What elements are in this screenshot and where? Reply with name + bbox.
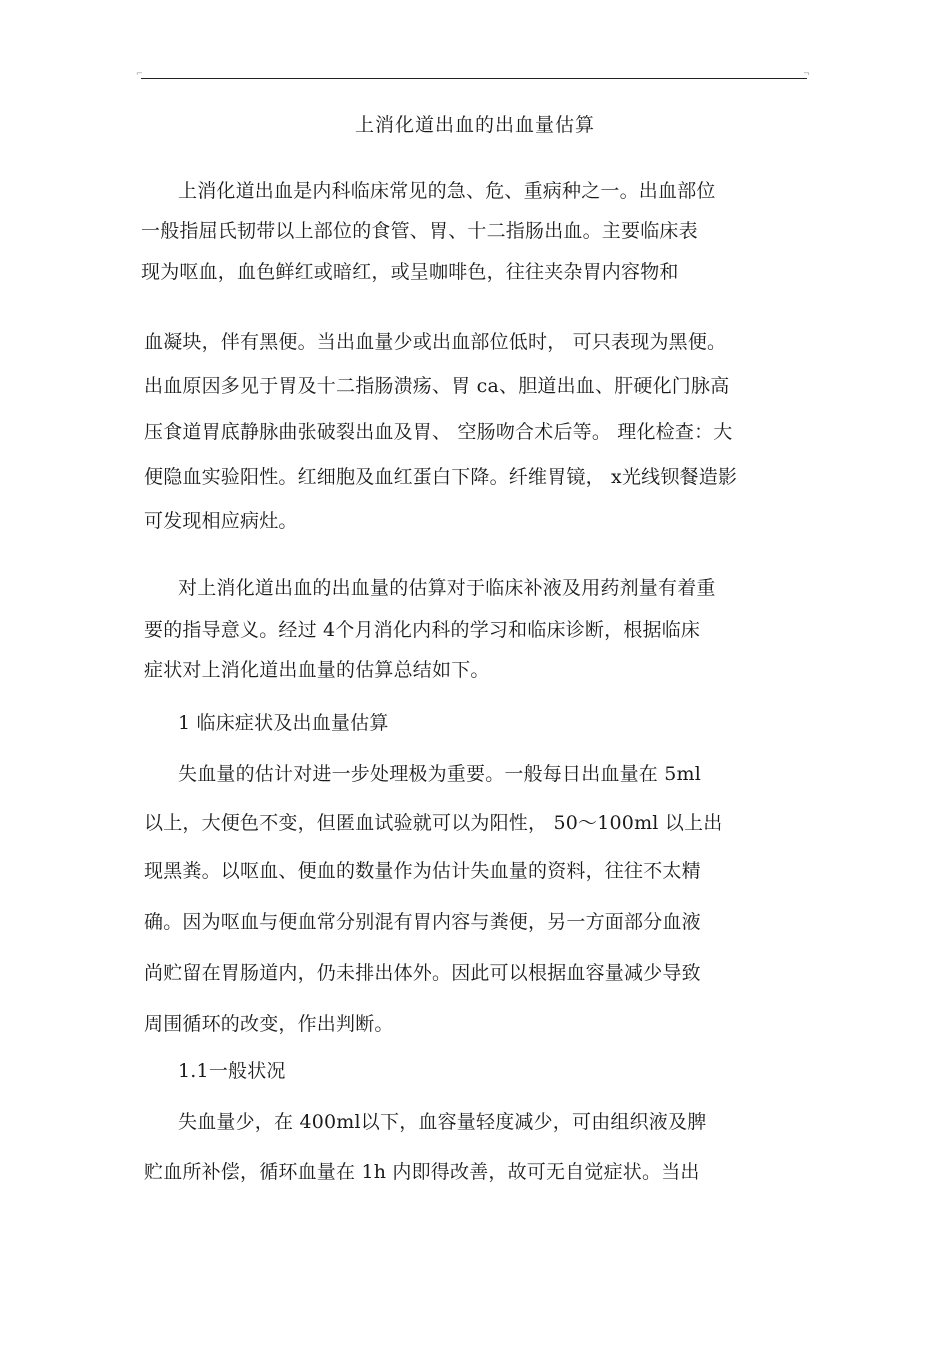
paragraph-line: 可发现相应病灶。 [144,510,298,532]
paragraph-line: 上消化道出血是内科临床常见的急、危、重病种之一。出血部位 [178,180,716,202]
header-rule [141,78,807,79]
paragraph-line: 出血原因多见于胃及十二指肠溃疡、胃 ca、胆道出血、肝硬化门脉高 [144,375,730,397]
paragraph-line: 贮血所补偿，循环血量在 1h 内即得改善，故可无自觉症状。当出 [144,1161,700,1183]
crop-mark-right: ¬ [803,69,810,78]
paragraph-line: 压食道胃底静脉曲张破裂出血及胃、 空肠吻合术后等。 理化检查：大 [144,421,733,443]
document-title: 上消化道出血的出血量估算 [354,114,595,136]
paragraph-line: 对上消化道出血的出血量的估算对于临床补液及用药剂量有着重 [178,577,716,599]
paragraph-line: 失血量少，在 400ml以下，血容量轻度减少，可由组织液及脾 [178,1111,707,1133]
paragraph-line: 便隐血实验阳性。红细胞及血红蛋白下降。纤维胃镜， x光线钡餐造影 [144,466,738,488]
paragraph-line: 症状对上消化道出血量的估算总结如下。 [144,659,490,681]
subsection-heading: 1.1一般状况 [178,1060,286,1082]
paragraph-line: 以上，大便色不变，但匿血试验就可以为阳性， 50～100ml 以上出 [144,812,723,834]
paragraph-line: 现黑粪。以呕血、便血的数量作为估计失血量的资料，往往不太精 [144,860,701,882]
paragraph-line: 失血量的估计对进一步处理极为重要。一般每日出血量在 5ml [178,763,702,785]
paragraph-line: 要的指导意义。经过 4个月消化内科的学习和临床诊断，根据临床 [144,619,701,641]
paragraph-line: 尚贮留在胃肠道内，仍未排出体外。因此可以根据血容量减少导致 [144,962,701,984]
paragraph-line: 确。因为呕血与便血常分别混有胃内容与粪便，另一方面部分血液 [144,911,701,933]
crop-mark-left: ⌐ [136,69,143,78]
paragraph-line: 血凝块，伴有黑便。当出血量少或出血部位低时， 可只表现为黑便。 [144,331,727,353]
paragraph-line: 现为呕血，血色鲜红或暗红，或呈咖啡色，往往夹杂胃内容物和 [141,261,679,283]
section-heading: 1 临床症状及出血量估算 [178,712,389,734]
paragraph-line: 一般指屈氏韧带以上部位的食管、胃、十二指肠出血。主要临床表 [141,220,698,242]
paragraph-line: 周围循环的改变，作出判断。 [144,1013,394,1035]
